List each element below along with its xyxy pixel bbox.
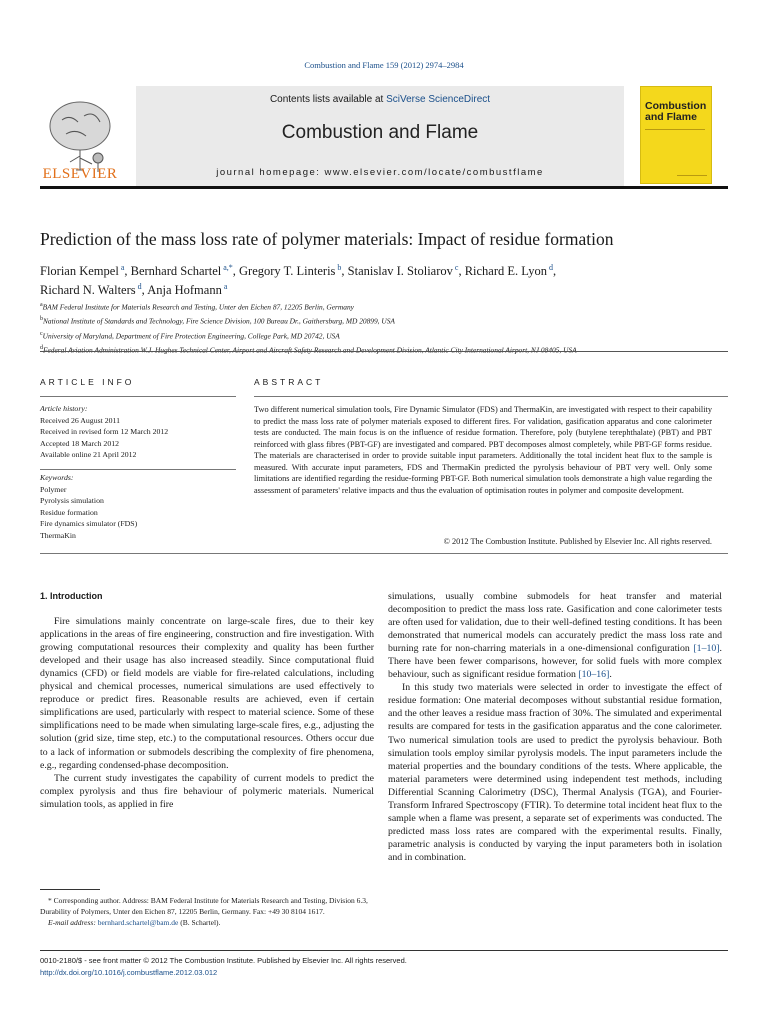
cover-title-line-2: and Flame (645, 111, 697, 123)
author-affiliation-marker[interactable]: d (135, 282, 142, 292)
footnote (40, 895, 374, 928)
bottom-rule (40, 950, 728, 951)
journal-citation[interactable]: Combustion and Flame 159 (2012) 2974–2984 (304, 60, 464, 70)
abstract-bottom-rule (40, 553, 728, 554)
history-label: Article history: (40, 404, 88, 413)
affiliation-text: National Institute of Standards and Technology, Fire Science Division, 100 Bureau Dr., Gaithersburg, MD 20899, USA (43, 316, 395, 326)
affiliation-list (40, 299, 728, 357)
keyword: Polymer (40, 484, 67, 494)
affiliation-key: c (40, 330, 43, 337)
journal-homepage[interactable]: journal homepage: www.elsevier.com/locate/combustflame (216, 167, 544, 178)
abstract-heading: ABSTRACT (254, 377, 324, 387)
info-rule (40, 396, 236, 397)
author-list: Florian Kempel $^a$, Bernhard Schartel $^{a,*}$, Gregory T. Linteris $^b$, Stanislav I. Stoliarov $^c$, Richard E. Lyon $^d$, Richard N. Walters $^d$, Anja Hofmann $^a$ (40, 263, 557, 298)
affiliation-key: b (40, 316, 43, 323)
author-name[interactable]: Richard E. Lyon (464, 264, 547, 279)
sciencedirect-link[interactable]: SciVerse ScienceDirect (386, 94, 491, 105)
author-name[interactable]: Florian Kempel (40, 264, 119, 279)
keyword: ThermaKin (40, 530, 76, 540)
author-name[interactable]: Stanislav I. Stoliarov (347, 264, 453, 279)
affiliation-text: BAM Federal Institute for Materials Research and Testing, Unter den Eichen 87, 12205 Berlin, Germany (42, 302, 354, 312)
journal-banner (136, 86, 624, 186)
paragraph-text: . (609, 669, 612, 681)
right-column (388, 590, 722, 864)
article-history (40, 403, 236, 461)
author-name[interactable]: Gregory T. Linteris (239, 264, 336, 279)
issn-line: 0010-2180/$ - see front matter © 2012 The Combustion Institute. Published by Elsevier Inc. All rights reserved. (40, 956, 407, 965)
keyword: Residue formation (40, 507, 98, 517)
affiliation-text: University of Maryland, Department of Fire Protection Engineering, College Park, MD 20742, USA (42, 331, 340, 341)
author-affiliation-marker[interactable]: b (335, 263, 342, 272)
affiliation (40, 342, 728, 356)
affiliation (40, 313, 728, 327)
page-footer (40, 955, 728, 978)
history-item: Accepted 18 March 2012 (40, 438, 120, 448)
publisher-name: ELSEVIER (42, 166, 118, 182)
footnote-rule (40, 889, 100, 890)
left-column (40, 590, 374, 811)
paragraph: Fire simulations mainly concentrate on large-scale fires, due to their key applications in the areas of fire engineering, construction and fire investigation. With growing computational resources their complexity and quality has been further developed and their usage has also increased steadily. Since computational fluid dynamics (CFD) or field models are viable for fire-related calculations, including physical and chemical processes, numerical simulations are used effectively to reproduce or predict fires. Reasonable results are achieved, even if certain simplifications are used, particularly with respect to material science. Some of these simplifications need to be made when simulating large-scale fires, e.g., adjusting the solution (grid size, time step, etc.) to the computational resources. Others occur due to a lack of information or submodels describing the complexity of fire phenomena, e.g., regarding condensed-phase decomposition. (40, 616, 374, 771)
author-affiliation-marker[interactable]: c (452, 263, 459, 272)
history-item: Received in revised form 12 March 2012 (40, 427, 169, 437)
author-name[interactable]: Bernhard Schartel (130, 264, 222, 279)
cover-title (645, 101, 706, 123)
contents-prefix: Contents lists available at (269, 94, 387, 105)
affiliation-key: a (40, 302, 43, 308)
article-info-heading: ARTICLE INFO (40, 377, 135, 387)
author-affiliation-marker[interactable]: a (221, 282, 228, 292)
affiliation (40, 299, 728, 313)
history-item: Received 26 August 2011 (40, 415, 121, 425)
article-title: Prediction of the mass loss rate of polymer materials: Impact of residue formation (40, 229, 614, 249)
keywords-label: Keywords: (40, 473, 74, 482)
cover-line (645, 129, 705, 130)
paragraph: The current study investigates the capability of current models to predict the complex pyrolysis and thus fire behaviour of polymeric materials. Numerical simulation tools, as applied in fire (40, 772, 374, 810)
keywords-block (40, 472, 236, 542)
author-affiliation-marker[interactable]: a (118, 263, 125, 272)
citation-link[interactable]: [10–16] (578, 669, 610, 681)
history-item: Available online 21 April 2012 (40, 450, 137, 460)
doi-link[interactable]: http://dx.doi.org/10.1016/j.combustflame.2012.03.012 (40, 967, 218, 977)
email-suffix: (B. Schartel). (178, 918, 221, 927)
paragraph (388, 590, 722, 681)
affiliation-rule (40, 351, 728, 352)
email-line (40, 917, 374, 928)
affiliation (40, 328, 728, 342)
cover-title-line-1: Combustion (645, 100, 707, 112)
abstract-text: Two different numerical simulation tools, Fire Dynamic Simulator (FDS) and ThermaKin, are investigated with respect to their capability to predict the mass loss rate of polymer materials exposed to different fires. For validation, gasification apparatus and cone calorimeter tests are conducted. The main focus is on the influence of residue formation. Therefore, poly (butylene terephthalate) (PBT) and PBT reinforced with glass fibres (PBT-GF) are investigated and compared. PBT decomposes almost completely, while PBT-GF forms residue. The materials are characterised in order to provide suitable input parameters. Additionally the total incident heat flux to the sample is measured. With accurate input parameters, FDS and ThermaKin predicted the pyrolysis behaviour of PBT very well. Only some limitations are identified regarding the residue-forming PBT-GF. Both numerical simulation tools demonstrate a high value regarding the assessment of parameters' relative impacts and thus the evaluation of optimisation routes in polymer and composite development. (254, 405, 712, 495)
abstract-rule (254, 396, 728, 397)
cover-line (677, 175, 707, 176)
email-label: E-mail address: (48, 918, 98, 927)
info-rule (40, 469, 236, 470)
keyword: Pyrolysis simulation (40, 496, 104, 506)
affiliation-key: d (40, 345, 43, 352)
paragraph-text: . There have been fewer comparisons, however, for solid fuels with more complex behaviour, such as significant residue formation (388, 643, 722, 681)
journal-title: Combustion and Flame (281, 122, 479, 143)
journal-cover-thumbnail (640, 86, 712, 184)
abstract-copyright: © 2012 The Combustion Institute. Published by Elsevier Inc. All rights reserved. (443, 537, 712, 546)
email-link[interactable]: bernhard.schartel@bam.de (97, 918, 179, 927)
paragraph-text: simulations, usually combine submodels for heat transfer and material decomposition to predict the mass loss rate. Gasification and cone calorimeter tests are often used for validation, due to their well-defined testing conditions. It has been demonstrated that numerical models can accurately predict the mass loss rate and burning rate for non-charring materials in a one-dimensional configuration (388, 591, 722, 655)
keyword: Fire dynamics simulator (FDS) (40, 519, 138, 529)
citation-link[interactable]: [1–10] (693, 643, 720, 655)
contents-line (136, 94, 624, 105)
header-rule (40, 186, 728, 189)
section-heading: 1. Introduction (40, 591, 103, 601)
author-affiliation-marker[interactable]: d (546, 263, 553, 272)
journal-header (40, 84, 728, 188)
author-affiliation-marker[interactable]: a,* (221, 263, 233, 272)
corresponding-author-note: * Corresponding author. Address: BAM Federal Institute for Materials Research and Testing, Division 6.3, Durability of Polymers, Unter den Eichen 87, 12205 Berlin, Germany. Fax: +49 30 8104 1617. (40, 896, 368, 916)
author-name[interactable]: Anja Hofmann (147, 283, 222, 298)
paragraph: In this study two materials were selected in order to investigate the effect of residue formation: One material decomposes without substantial residue formation, and the other leaves a residue mass fraction of 30%. The simulated and experimental results are compared for tests in the gasification apparatus and the cone calorimeter. Two numerical simulation tools are used to predict the pyrolysis behaviour. Both simulation tools employ similar pyrolysis models. The input parameters include the material properties and the boundary conditions of the tests. Where applicable, the material parameters were determined using independent test methods, including Differential Scanning Calorimetry (DSC), Thermal Analysis (TGA), and Fourier-Transform Infrared Spectroscopy (FTIR). To determine total incident heat flux to the sample when a flame was present, a separate set of experiments was conducted. The predicted mass loss rates are compared with the experimental results. Finally, parametric analysis is conducted by varying the input parameters both in isolation and in combination. (388, 682, 722, 863)
author-name[interactable]: Richard N. Walters (40, 283, 136, 298)
